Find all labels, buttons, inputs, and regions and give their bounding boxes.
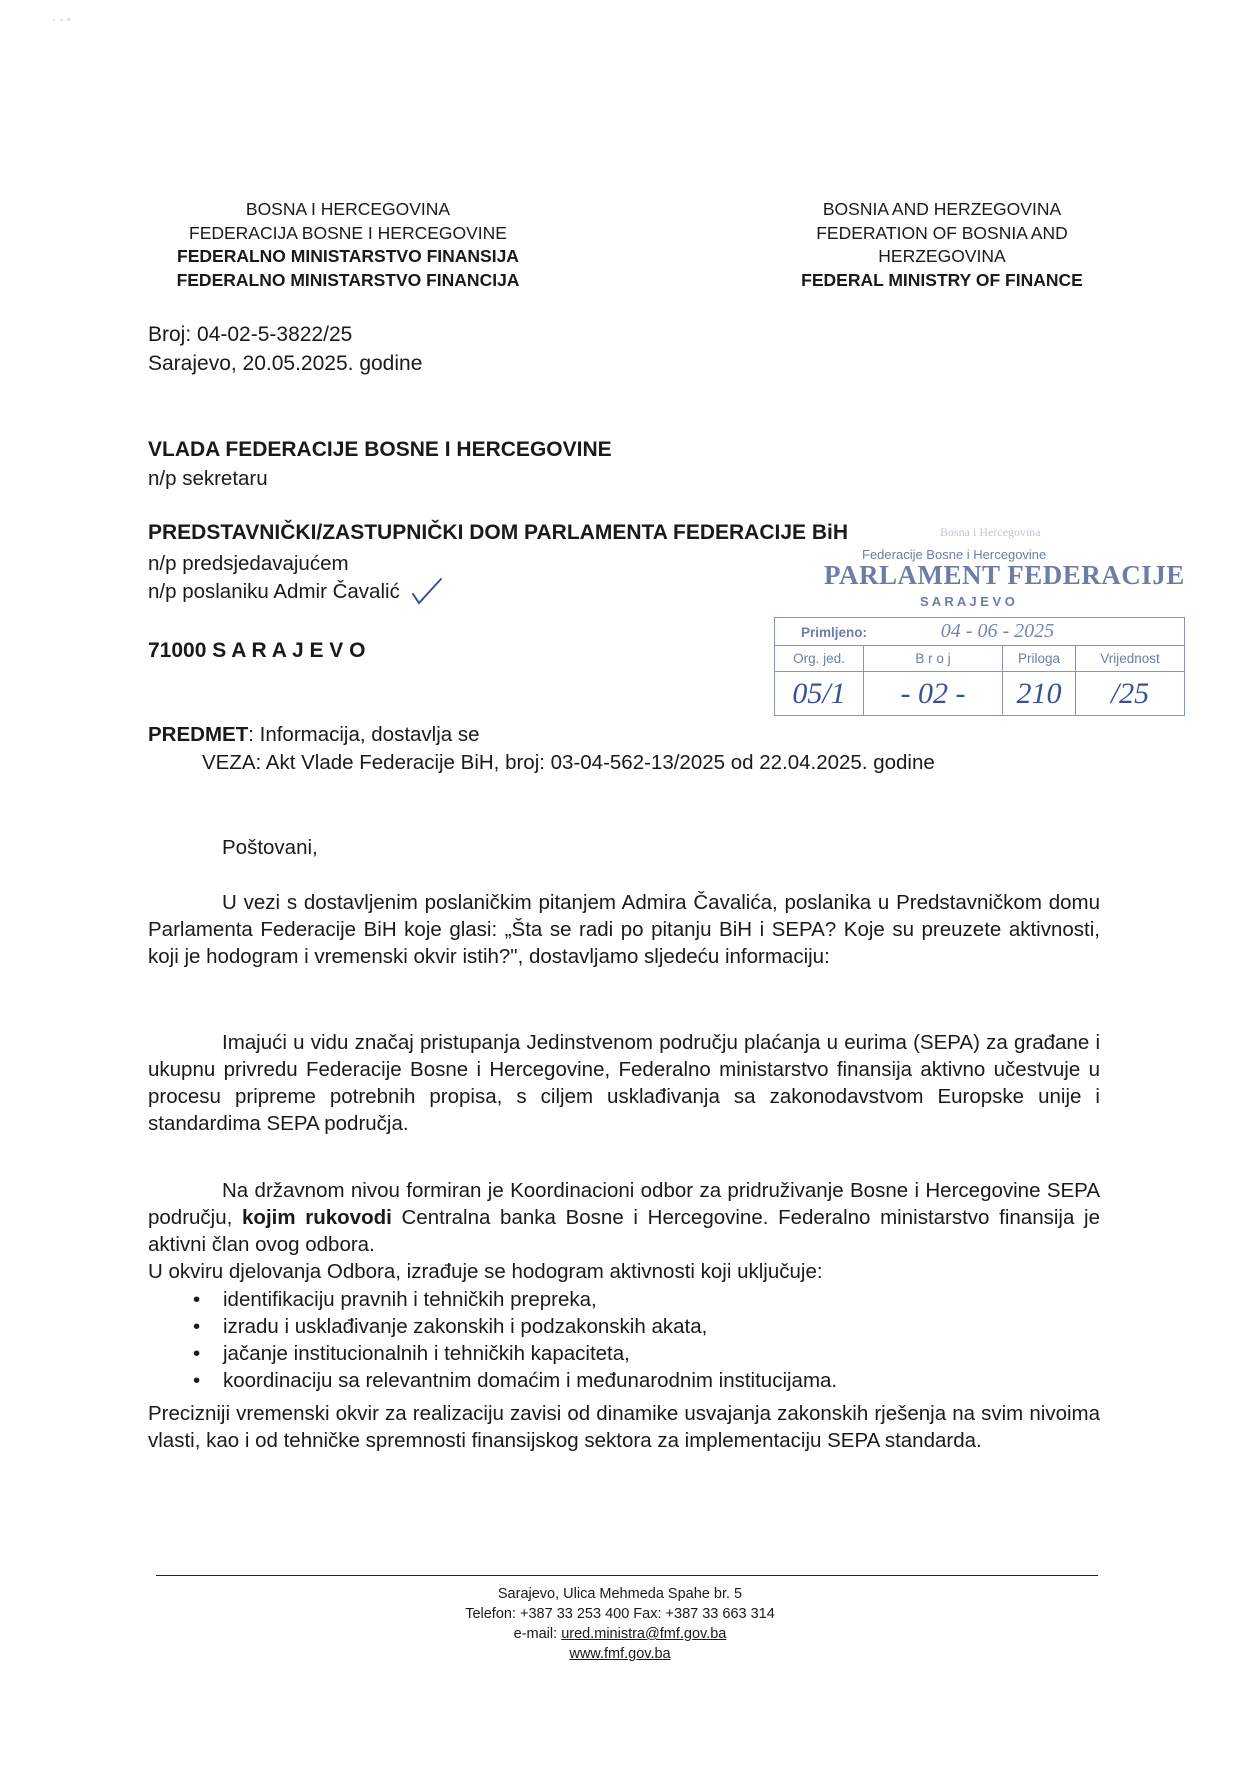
paragraph-5: Precizniji vremenski okvir za realizaciju zavisi od dinamike usvajanja zakonskih rješenja na svim nivoima vlasti, kao i od tehničke spremnosti finansijskog sektora za implementaciju SEPA standarda. [148,1402,1100,1452]
stamp-val-broj: - 02 - [864,672,1003,716]
stamp-title: PARLAMENT FEDERACIJE [824,560,1185,590]
recipient-vlada-attn: n/p sekretaru [148,467,268,490]
stamp-table [774,617,1185,716]
subject-line [148,721,480,748]
list-item [148,1286,1100,1313]
recipient-city: 71000 S A R A J E V O [148,639,366,662]
stamp-faded-top: Bosna i Hercegovina [940,525,1041,539]
subject-label: PREDMET [148,723,249,746]
subject-veza: VEZA: Akt Vlade Federacije BiH, broj: 03-04-562-13/2025 od 22.04.2025. godine [202,751,935,774]
footer-divider [156,1575,1098,1576]
paragraph-3-a: Na državnom nivou formiran je Koordinacioni odbor za pridruživanje Bosne i Hercegovine SEPA području, [148,1179,1100,1229]
paragraph-2: Imajući u vidu značaj pristupanja Jedinstvenom području plaćanja u eurima (SEPA) za građane i ukupnu privredu Federacije Bosne i Hercegovine, Federalno ministarstvo finansija aktivno učestvuje u procesu pripreme potrebnih propisa, s ciljem usklađivanja sa zakonodavstvom Europske unije i standardima SEPA područja. [148,1031,1100,1135]
recipient-dom-attn2-text: n/p poslaniku Admir Čavalić [148,580,400,603]
header-left-line: FEDERALNO MINISTARSTVO FINANCIJA [176,269,520,290]
header-right-line: FEDERATION OF BOSNIA AND [816,222,1068,243]
list-item-text: izradu i usklađivanje zakonskih i podzakonskih akata, [223,1315,708,1338]
stamp-val-org: 05/1 [775,672,864,716]
recipient-dom: PREDSTAVNIČKI/ZASTUPNIČKI DOM PARLAMENTA FEDERACIJE BiH [148,521,849,544]
header-left-line: BOSNA I HERCEGOVINA [245,199,451,219]
paragraph-1: U vezi s dostavljenim poslaničkim pitanjem Admira Čavalića, poslanika u Predstavničkom domu Parlamenta Federacije BiH koje glasi: „Šta se radi po pitanju BiH i SEPA? Koje su preuzete aktivnosti, koji je hodogram i vremenski okvir istih?", dostavljamo sljedeću informaciju: [148,891,1100,968]
stamp-col-vrijednost: Vrijednost [1076,646,1185,672]
footer-email-link[interactable]: ured.ministra@fmf.gov.ba [561,1626,727,1642]
document-number: Broj: 04-02-5-3822/25 [148,323,353,346]
recipient-vlada: VLADA FEDERACIJE BOSNE I HERCEGOVINE [148,438,612,461]
header-right [752,198,1132,292]
header-left-line: FEDERACIJA BOSNE I HERCEGOVINE [189,222,507,243]
footer-email-label: e-mail: [513,1626,562,1642]
recipient-dom-attn2 [148,576,444,606]
footer-website-link[interactable]: www.fmf.gov.ba [569,1646,671,1662]
subject-text: : Informacija, dostavlja se [248,723,480,746]
stamp-col-priloga: Priloga [1003,646,1076,672]
header-right-line: HERZEGOVINA [878,246,1006,266]
stamp-registry [774,617,1185,716]
document-date: Sarajevo, 20.05.2025. godine [148,352,423,375]
header-left [148,198,548,292]
stamp-col-org: Org. jed. [775,646,864,672]
header-right-line: FEDERAL MINISTRY OF FINANCE [801,269,1083,290]
stamp-city: S A R A J E V O [920,594,1015,609]
paragraph-3-b: Centralna banka Bosne i Hercegovine. Federalno ministarstvo finansija je aktivni član ovog odbora. [148,1206,1100,1256]
stamp-received-row [775,618,1185,646]
reference-block [148,320,422,378]
list-item [148,1340,1100,1367]
bullet-icon: • [193,1315,201,1338]
paragraph-3-bold: kojim rukovodi [242,1206,392,1229]
footer-email-line [400,1624,840,1644]
footer-phone: Telefon: +387 33 253 400 Fax: +387 33 663 314 [465,1606,775,1622]
paragraph-4: U okviru djelovanja Odbora, izrađuje se hodogram aktivnosti koji uključuje: [148,1260,823,1283]
stamp-received-date: 04 - 06 - 2025 [940,620,1055,642]
header-left-line: FEDERALNO MINISTARSTVO FINANSIJA [177,246,519,266]
bullet-icon: • [193,1342,201,1365]
stamp-subtitle: Federacije Bosne i Hercegovine [862,547,1047,562]
greeting: Poštovani, [222,836,318,859]
stamp-val-vrijednost: /25 [1076,672,1185,716]
stamp-received-label: Primljeno: [801,625,868,640]
stamp-val-priloga: 210 [1003,672,1076,716]
list-item-text: identifikaciju pravnih i tehničkih prepreka, [223,1288,597,1311]
list-item-text: koordinaciju sa relevantnim domaćim i međunarodnim institucijama. [223,1369,838,1392]
list-item [148,1367,1100,1394]
footer [400,1584,840,1664]
list-item-text: jačanje institucionalnih i tehničkih kapaciteta, [223,1342,630,1365]
list-item [148,1313,1100,1340]
stamp-col-broj: B r o j [864,646,1003,672]
recipient-dom-attn1: n/p predsjedavajućem [148,552,349,575]
activities-list [148,1286,1100,1394]
checkmark-icon [410,576,444,606]
bullet-icon: • [193,1369,201,1392]
bullet-icon: • [193,1288,201,1311]
scan-marks: · · ◦ [52,12,71,26]
footer-address: Sarajevo, Ulica Mehmeda Spahe br. 5 [497,1586,743,1602]
header-right-line: BOSNIA AND HERZEGOVINA [822,199,1062,219]
paragraph-3 [148,1177,1100,1258]
